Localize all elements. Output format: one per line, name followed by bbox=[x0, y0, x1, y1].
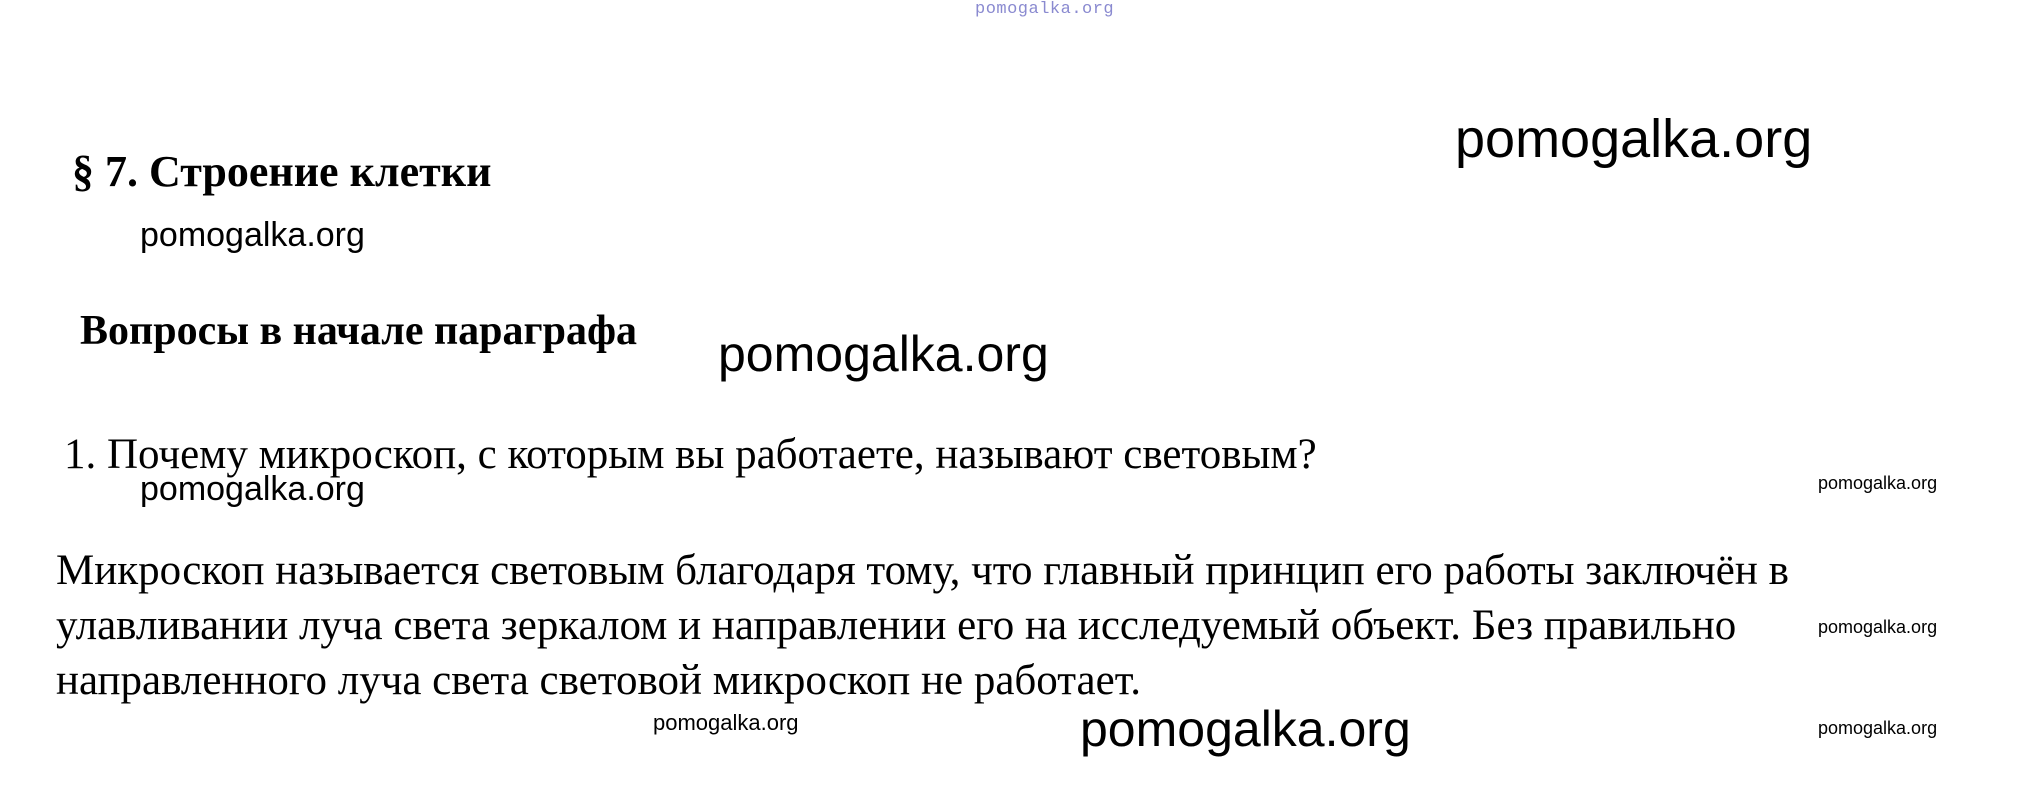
watermark-small-right-lower: pomogalka.org bbox=[1818, 718, 1938, 738]
watermark-brand-center: pomogalka.org bbox=[718, 326, 1049, 382]
watermark-brand-top-right: pomogalka.org bbox=[1455, 109, 1813, 169]
answer-text: Микроскоп называется световым благодаря тому, что главный принцип его работы заключён в улавливании луча света зеркалом и направлении его на исследуемый объект. Без правильно направленного луча света световой микроскоп не работает. bbox=[56, 547, 1789, 704]
section-subtitle: Вопросы в начале параграфа bbox=[80, 307, 638, 354]
page-title: § 7. Строение клетки bbox=[72, 147, 492, 197]
watermark-mid-left-upper: pomogalka.org bbox=[140, 216, 365, 254]
question-text: 1. Почему микроскоп, с которым вы работаете, называют световым? bbox=[64, 431, 1317, 478]
watermark-brand-bottom: pomogalka.org bbox=[1080, 701, 1411, 757]
watermark-mid-left-lower: pomogalka.org bbox=[140, 470, 365, 508]
watermark-small-inline: pomogalka.org bbox=[653, 710, 799, 735]
watermark-small-right-middle: pomogalka.org bbox=[1818, 617, 1938, 637]
watermark-top: pomogalka.org bbox=[975, 0, 1115, 19]
watermark-small-right-upper: pomogalka.org bbox=[1818, 473, 1938, 493]
